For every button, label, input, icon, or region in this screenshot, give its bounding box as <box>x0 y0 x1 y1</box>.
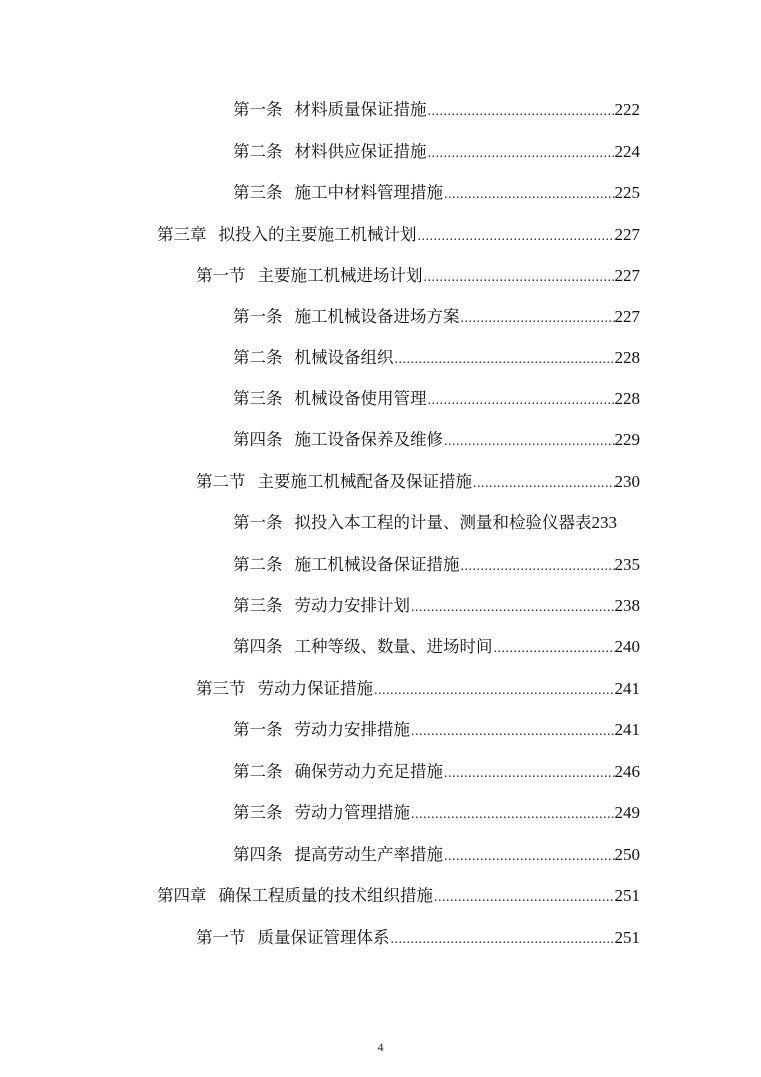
toc-entry-title: 劳动力管理措施 <box>294 803 410 822</box>
toc-entry[interactable] <box>233 96 640 124</box>
toc-section[interactable] <box>196 468 640 496</box>
toc-entry-number: 第二条 <box>233 762 283 781</box>
toc-entry-title: 主要施工机械配备及保证措施 <box>257 472 472 491</box>
toc-entry-page: 222 <box>614 100 640 119</box>
toc-entry[interactable] <box>233 592 640 620</box>
toc-entry-page: 225 <box>614 183 640 202</box>
toc-entry-title: 确保劳动力充足措施 <box>294 762 443 781</box>
toc-dot-leader <box>410 801 615 829</box>
toc-entry-number: 第四条 <box>233 430 283 449</box>
toc-entry-page: 251 <box>614 928 640 947</box>
toc-dot-leader <box>373 677 615 705</box>
toc-entry-number: 第二条 <box>233 142 283 161</box>
toc-entry-page: 227 <box>614 266 640 285</box>
toc-entry-title: 机械设备组织 <box>294 348 394 367</box>
toc-entry-number: 第一条 <box>233 100 283 119</box>
toc-entry-title: 拟投入本工程的计量、测量和检验仪器表 <box>294 513 592 532</box>
toc-entry-page: 228 <box>614 348 640 367</box>
toc-entry-title: 施工设备保养及维修 <box>294 430 443 449</box>
toc-entry-number: 第四条 <box>233 637 283 656</box>
toc-entry-page: 233 <box>591 513 617 532</box>
toc-entry-title: 劳动力保证措施 <box>257 679 373 698</box>
toc-entry-number: 第三章 <box>157 225 207 244</box>
toc-entry-title: 提高劳动生产率措施 <box>294 845 443 864</box>
toc-entry-number: 第三条 <box>233 183 283 202</box>
toc-entry-number: 第一节 <box>196 928 246 947</box>
toc-dot-leader <box>460 553 615 581</box>
toc-entry[interactable] <box>233 758 640 786</box>
toc-entry-title: 劳动力安排措施 <box>294 720 410 739</box>
toc-entry-page: 241 <box>614 720 640 739</box>
toc-entry-page: 235 <box>614 555 640 574</box>
toc-entry[interactable] <box>233 841 640 869</box>
toc-dot-leader <box>417 223 615 251</box>
toc-dot-leader <box>433 884 615 912</box>
toc-entry-number: 第一条 <box>233 720 283 739</box>
toc-entry-title: 质量保证管理体系 <box>257 928 390 947</box>
toc-entry[interactable] <box>233 716 640 744</box>
toc-entry-number: 第三条 <box>233 803 283 822</box>
toc-entry[interactable] <box>233 138 640 166</box>
toc-section[interactable] <box>196 924 640 952</box>
toc-entry-page: 249 <box>614 803 640 822</box>
toc-entry-page: 230 <box>614 472 640 491</box>
toc-entry-title: 机械设备使用管理 <box>294 389 427 408</box>
toc-entry[interactable] <box>233 385 640 413</box>
toc-entry[interactable] <box>233 344 640 372</box>
toc-entry-page: 240 <box>614 637 640 656</box>
toc-entry-page: 246 <box>614 762 640 781</box>
toc-entry-page: 224 <box>614 142 640 161</box>
toc-entry[interactable] <box>233 799 640 827</box>
toc-entry[interactable] <box>233 509 663 537</box>
toc-entry-number: 第四章 <box>157 886 207 905</box>
toc-dot-leader <box>427 98 615 126</box>
toc-dot-leader <box>443 181 615 209</box>
toc-entry-title: 材料供应保证措施 <box>294 142 427 161</box>
toc-entry-number: 第三节 <box>196 679 246 698</box>
toc-entry-title: 施工机械设备保证措施 <box>294 555 460 574</box>
toc-dot-leader <box>410 718 615 746</box>
page-number: 4 <box>377 1040 384 1054</box>
toc-entry-number: 第一条 <box>233 307 283 326</box>
toc-dot-leader <box>472 470 615 498</box>
toc-entry-number: 第二条 <box>233 348 283 367</box>
toc-entry-title: 拟投入的主要施工机械计划 <box>218 225 417 244</box>
toc-entry-title: 确保工程质量的技术组织措施 <box>218 886 433 905</box>
toc-entry-page: 227 <box>614 307 640 326</box>
toc-dot-leader <box>394 346 615 374</box>
toc-entry-page: 229 <box>614 430 640 449</box>
toc-entry-title: 材料质量保证措施 <box>294 100 427 119</box>
toc-entry[interactable] <box>233 633 640 661</box>
toc-entry-title: 施工中材料管理措施 <box>294 183 443 202</box>
toc-entry-title: 主要施工机械进场计划 <box>257 266 423 285</box>
toc-entry[interactable] <box>233 426 640 454</box>
toc-chapter[interactable] <box>157 882 640 910</box>
toc-entry-number: 第二节 <box>196 472 246 491</box>
toc-entry-number: 第四条 <box>233 845 283 864</box>
toc-dot-leader <box>427 140 615 168</box>
toc-entry-number: 第一条 <box>233 513 283 532</box>
toc-chapter[interactable] <box>157 221 640 249</box>
toc-entry-number: 第三条 <box>233 596 283 615</box>
toc-dot-leader <box>410 594 615 622</box>
toc-dot-leader <box>423 264 615 292</box>
toc-entry-number: 第一节 <box>196 266 246 285</box>
toc-entry-number: 第二条 <box>233 555 283 574</box>
toc-dot-leader <box>460 305 615 333</box>
toc-entry-page: 228 <box>614 389 640 408</box>
toc-entry-page: 238 <box>614 596 640 615</box>
toc-entry-number: 第三条 <box>233 389 283 408</box>
toc-dot-leader <box>493 635 615 663</box>
toc-dot-leader <box>443 843 615 871</box>
toc-section[interactable] <box>196 262 640 290</box>
toc-entry-title: 工种等级、数量、进场时间 <box>294 637 493 656</box>
toc-dot-leader <box>390 926 615 954</box>
toc-entry-title: 劳动力安排计划 <box>294 596 410 615</box>
toc-entry[interactable] <box>233 179 640 207</box>
toc-dot-leader <box>443 428 615 456</box>
toc-entry-page: 251 <box>614 886 640 905</box>
toc-entry[interactable] <box>233 551 640 579</box>
toc-dot-leader <box>427 387 615 415</box>
toc-section[interactable] <box>196 675 640 703</box>
toc-entry-page: 241 <box>614 679 640 698</box>
toc-entry-title: 施工机械设备进场方案 <box>294 307 460 326</box>
toc-entry-page: 227 <box>614 225 640 244</box>
toc-entry-page: 250 <box>614 845 640 864</box>
toc-dot-leader <box>443 760 615 788</box>
toc-entry[interactable] <box>233 303 640 331</box>
